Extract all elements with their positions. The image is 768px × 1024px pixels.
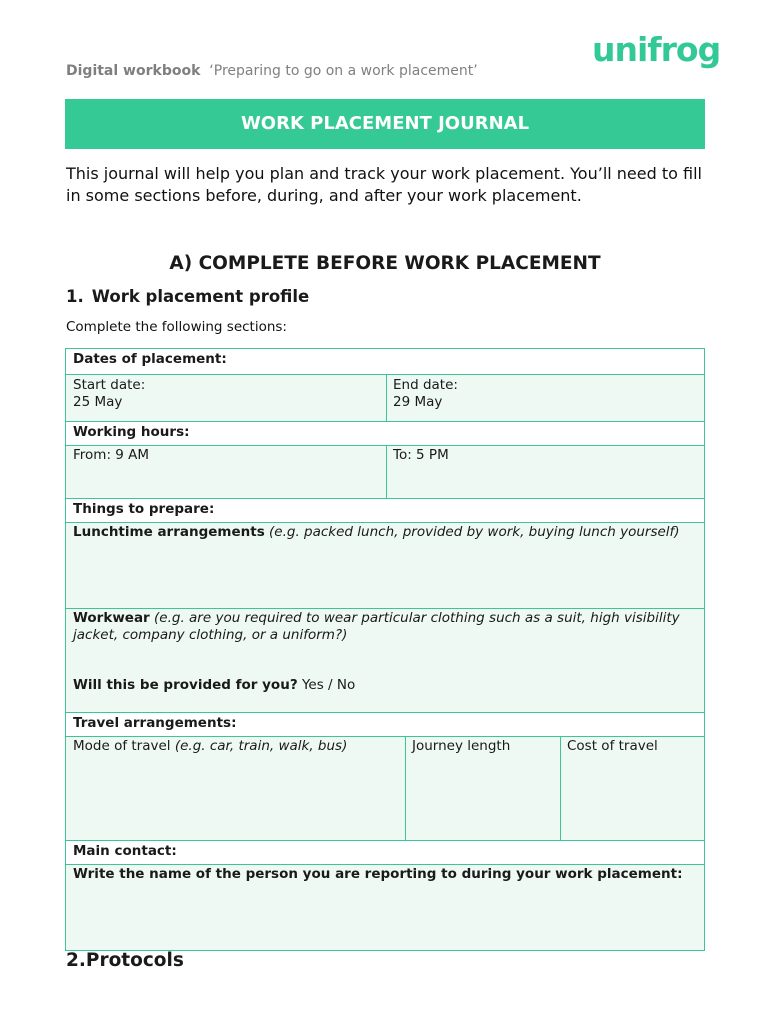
travel-mode-label: Mode of travel	[73, 738, 171, 754]
intro-paragraph: This journal will help you plan and track your work placement. You’ll need to fill in some sections before, during, and after your work placement.	[66, 164, 702, 205]
section-a-heading: A) COMPLETE BEFORE WORK PLACEMENT	[169, 253, 601, 274]
dates-row	[66, 374, 704, 421]
lunch-label: Lunchtime arrangements	[73, 524, 265, 540]
prepare-header: Things to prepare:	[73, 501, 215, 517]
start-date-field[interactable]	[66, 375, 386, 421]
hours-row	[66, 445, 704, 498]
travel-cost-field[interactable]: Cost of travel	[567, 738, 658, 754]
travel-header: Travel arrangements:	[73, 715, 237, 731]
profile-title: Work placement profile	[91, 287, 310, 306]
workbook-title: ‘Preparing to go on a work placement’	[209, 63, 478, 79]
provided-options[interactable]: Yes / No	[301, 677, 356, 693]
start-date-label: Start date:	[73, 377, 146, 393]
profile-number: 1.	[66, 287, 84, 306]
profile-heading	[66, 287, 309, 306]
main-contact-field[interactable]	[66, 864, 704, 950]
end-date-field[interactable]	[386, 375, 704, 421]
contact-header-row	[66, 840, 704, 864]
profile-instruction: Complete the following sections:	[66, 319, 287, 335]
travel-row	[66, 736, 704, 840]
provided-question-line	[73, 677, 355, 694]
workwear-hint: (e.g. are you required to wear particular clothing such as a suit, high visibility jacket, company clothing, or a uniform?)	[73, 610, 680, 643]
end-date-label: End date:	[393, 377, 458, 393]
dates-header: Dates of placement:	[73, 351, 227, 367]
journal-title-banner: WORK PLACEMENT JOURNAL	[65, 99, 705, 149]
lunch-field[interactable]	[66, 522, 704, 608]
contact-header: Main contact:	[73, 843, 177, 859]
hours-from-field[interactable]: From: 9 AM	[73, 447, 150, 463]
start-date-value: 25 May	[73, 394, 123, 410]
travel-mode-hint: (e.g. car, train, walk, bus)	[174, 738, 348, 754]
hours-to-field[interactable]: To: 5 PM	[393, 447, 449, 463]
dates-header-row	[66, 349, 704, 374]
work-placement-profile-form	[65, 348, 705, 951]
lunch-hint: (e.g. packed lunch, provided by work, buying lunch yourself)	[269, 524, 680, 540]
workwear-label: Workwear	[73, 610, 150, 626]
journey-length-field[interactable]: Journey length	[412, 738, 511, 754]
contact-instruction: Write the name of the person you are reporting to during your work placement:	[73, 866, 683, 882]
travel-mode-field[interactable]	[66, 737, 405, 840]
prepare-header-row	[66, 498, 704, 522]
hours-header-row	[66, 421, 704, 445]
workwear-field[interactable]	[66, 608, 704, 712]
protocols-heading: 2.Protocols	[66, 950, 184, 971]
unifrog-logo: unifrog	[592, 30, 721, 69]
travel-header-row	[66, 712, 704, 736]
end-date-value: 29 May	[393, 394, 443, 410]
provided-question: Will this be provided for you?	[73, 677, 298, 693]
workbook-subtitle	[66, 63, 478, 79]
hours-header: Working hours:	[73, 424, 190, 440]
workbook-label: Digital workbook	[66, 63, 201, 79]
